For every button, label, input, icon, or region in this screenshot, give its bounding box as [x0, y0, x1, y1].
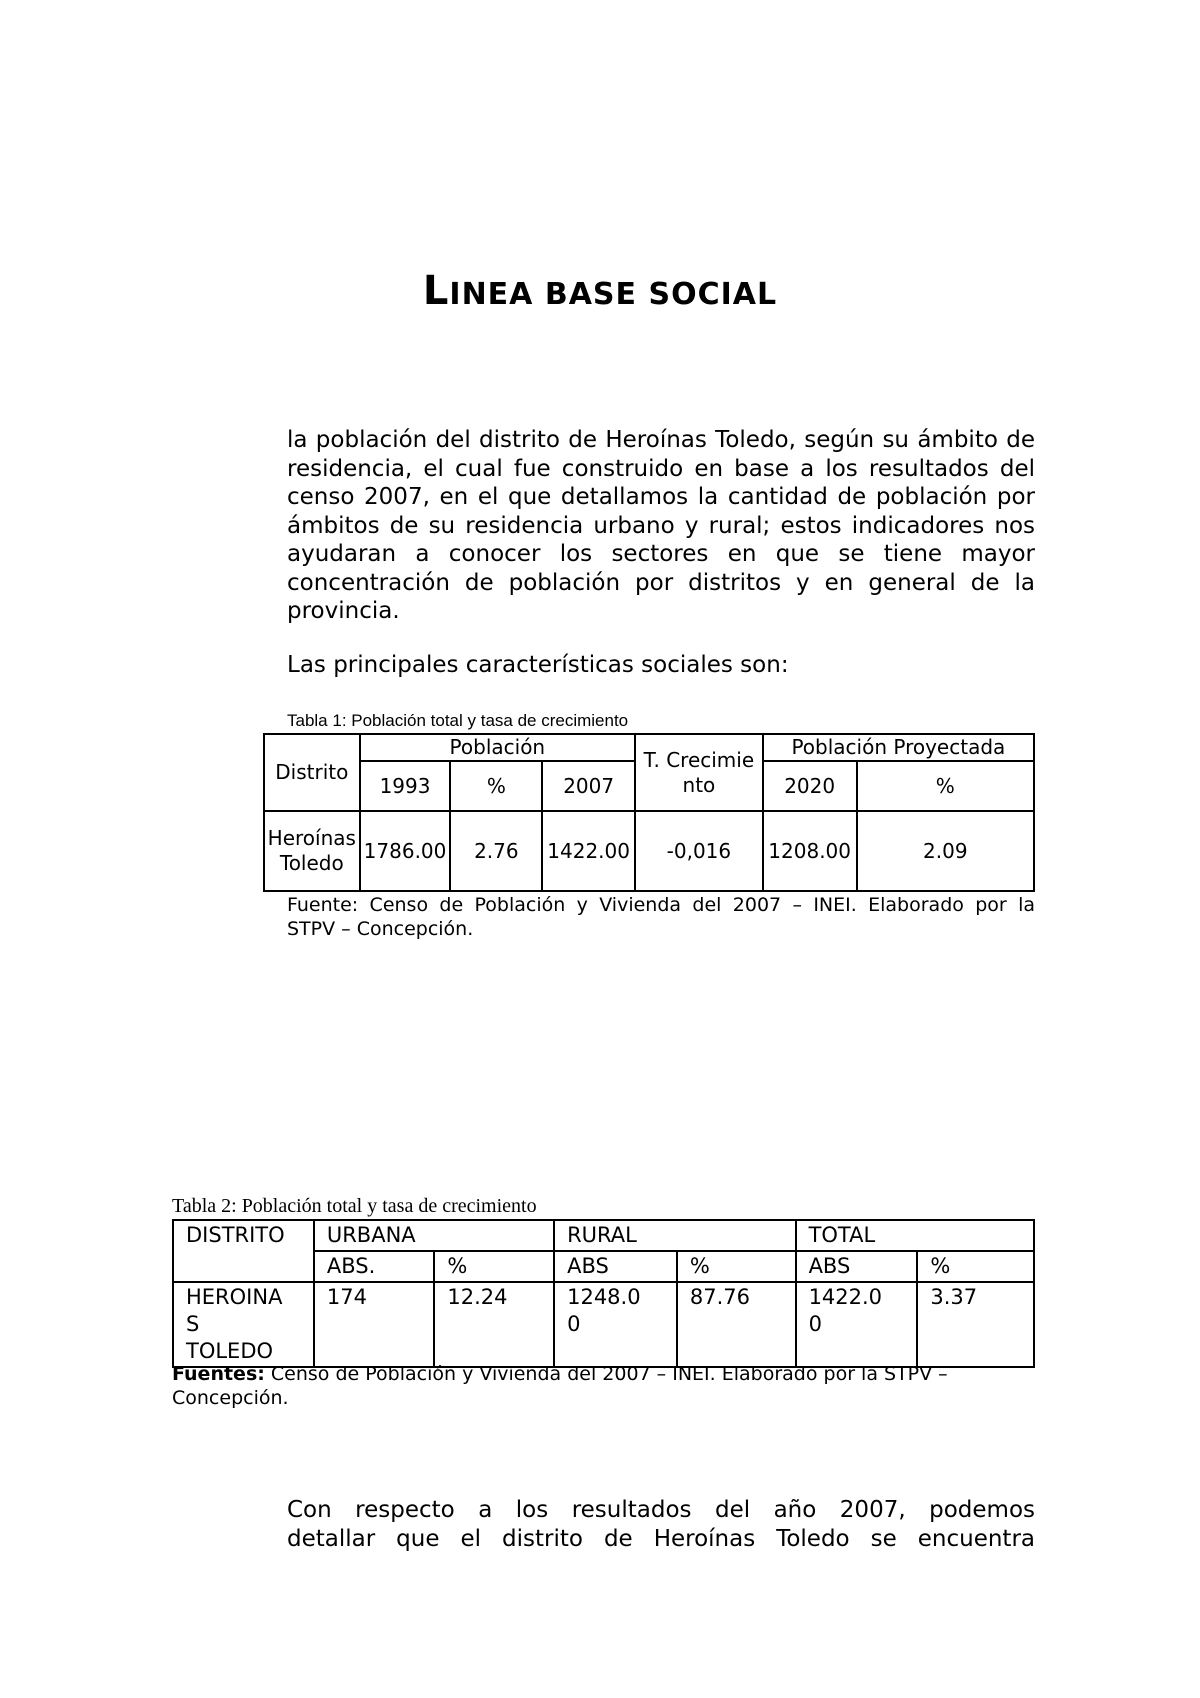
t2-distrito-line2: S — [186, 1312, 200, 1336]
t2-cell-tot-pct: 3.37 — [917, 1282, 1034, 1367]
t2-rur-abs-line2: 0 — [567, 1312, 581, 1336]
t1-cell-pct2: 2.09 — [857, 811, 1034, 891]
t2-header-urb-pct: % — [434, 1251, 554, 1282]
t2-distrito-line1: HEROINA — [186, 1285, 283, 1309]
t2-cell-rur-pct: 87.76 — [677, 1282, 796, 1367]
table1 — [263, 733, 1035, 892]
intro-paragraph: la población del distrito de Heroínas Toledo, según su ámbito de residencia, el cual fue construido en base a los resultados del censo 2007, en el que detallamos la cantidad de población por ámbitos de su residencia urbano y rural; estos indicadores nos ayudaran a conocer los sectores en que se tiene mayor concentración de población por distritos y en general de la provincia. — [287, 427, 1035, 624]
table2-source-label: Fuentes: — [172, 1363, 265, 1385]
t1-header-proyectada: Población Proyectada — [763, 734, 1034, 761]
t1-cell-1993: 1786.00 — [360, 811, 451, 891]
t1-cell-crecimiento: -0,016 — [635, 811, 763, 891]
t2-header-urb-abs: ABS. — [314, 1251, 435, 1282]
t2-cell-tot-abs — [796, 1282, 918, 1367]
page-title — [0, 268, 1200, 314]
t2-header-distrito: DISTRITO — [173, 1220, 314, 1282]
t2-header-rur-pct: % — [677, 1251, 796, 1282]
t2-tot-abs-line2: 0 — [808, 1312, 822, 1336]
t2-cell-distrito — [173, 1282, 314, 1367]
t1-cell-distrito: Heroínas Toledo — [264, 811, 360, 891]
t2-cell-urb-pct: 12.24 — [434, 1282, 554, 1367]
t1-header-poblacion: Población — [360, 734, 635, 761]
t1-cell-2007: 1422.00 — [542, 811, 635, 891]
subheading: Las principales características sociales son: — [287, 652, 789, 678]
conclusion-line2: detallar que el distrito de Heroínas Toledo se encuentra — [287, 1525, 1035, 1552]
t2-header-rural: RURAL — [554, 1220, 795, 1251]
table1-source — [287, 893, 1035, 941]
table-row — [173, 1282, 1034, 1367]
t2-header-rur-abs: ABS — [554, 1251, 677, 1282]
t2-header-tot-abs: ABS — [796, 1251, 918, 1282]
t1-header-2007: 2007 — [542, 761, 635, 811]
t2-cell-urb-abs: 174 — [314, 1282, 435, 1367]
t2-header-total: TOTAL — [796, 1220, 1034, 1251]
t1-header-pct1: % — [450, 761, 542, 811]
t1-header-pct2: % — [857, 761, 1034, 811]
t1-header-1993: 1993 — [360, 761, 451, 811]
title-initial: L — [422, 268, 450, 314]
table2-source — [172, 1362, 1035, 1410]
t1-cell-pct1: 2.76 — [450, 811, 542, 891]
table2-source-text: Censo de Población y Vivienda del 2007 – INEI. Elaborado por la STPV – Concepción. — [172, 1363, 948, 1409]
t1-header-2020: 2020 — [763, 761, 857, 811]
t2-header-urbana: URBANA — [314, 1220, 554, 1251]
table1-caption: Tabla 1: Población total y tasa de crecimiento — [287, 711, 629, 730]
table2 — [172, 1219, 1035, 1368]
table2-caption: Tabla 2: Población total y tasa de crecimiento — [172, 1195, 537, 1217]
conclusion-paragraph — [287, 1496, 1035, 1553]
table-row — [264, 811, 1034, 891]
t2-tot-abs-line1: 1422.0 — [808, 1285, 883, 1309]
t1-header-crecimiento: T. Crecimiento — [635, 734, 763, 811]
title-rest: INEA BASE SOCIAL — [449, 277, 778, 312]
t2-rur-abs-line1: 1248.0 — [567, 1285, 641, 1309]
t1-header-distrito: Distrito — [264, 734, 360, 811]
table1-source-line2: STPV – Concepción. — [287, 918, 474, 940]
t1-cell-2020: 1208.00 — [763, 811, 857, 891]
t2-cell-rur-abs — [554, 1282, 677, 1367]
t2-distrito-line3: TOLEDO — [186, 1339, 274, 1363]
table1-source-line1: Fuente: Censo de Población y Vivienda del 2007 – INEI. Elaborado por la — [287, 894, 1035, 916]
conclusion-line1: Con respecto a los resultados del año 2007, podemos — [287, 1497, 1035, 1523]
t2-header-tot-pct: % — [917, 1251, 1034, 1282]
